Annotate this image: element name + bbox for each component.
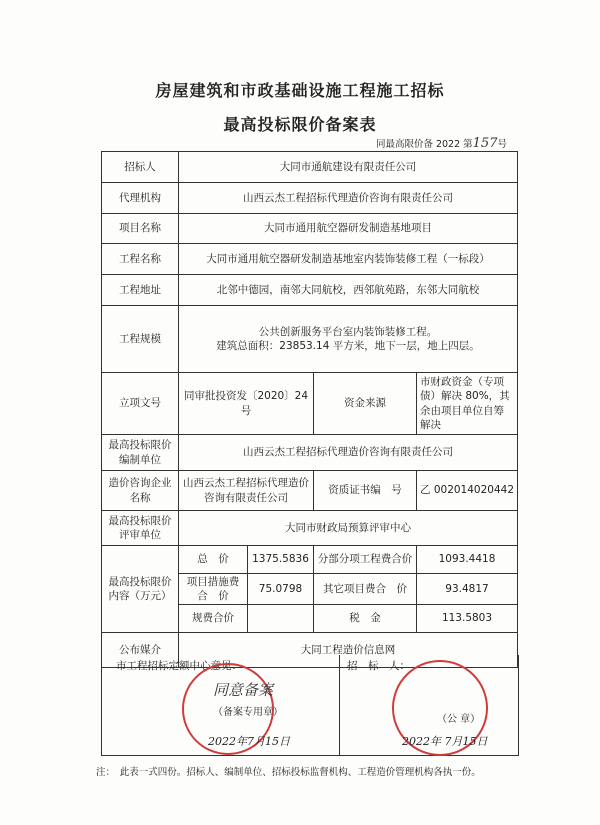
tenderer-sign-label: 招 标 人： (347, 660, 410, 672)
value-project-name: 大同市通用航空器研发制造基地项目 (179, 214, 518, 244)
value-total: 1375.5836 (248, 546, 314, 574)
row-compiler (102, 435, 518, 471)
right-sign-date: 2022年 7月15日 (402, 735, 488, 748)
row-engineering-name (102, 244, 518, 275)
row-tenderer (102, 152, 518, 183)
document-number (376, 136, 507, 151)
value-scale (179, 306, 518, 373)
filing-table (101, 151, 518, 668)
label-consulting: 造价咨询企业名称 (102, 471, 179, 511)
label-price-content: 最高投标限价内容（万元） (102, 546, 179, 633)
label-compiler: 最高投标限价编制单位 (102, 435, 179, 471)
value-tenderer: 大同市通航建设有限责任公司 (179, 152, 518, 183)
value-measures: 75.0798 (248, 574, 314, 605)
row-scale (102, 306, 518, 373)
document-number-suffix: 号 (497, 139, 507, 150)
row-approval (102, 373, 518, 435)
label-engineering-name: 工程名称 (102, 244, 179, 275)
value-engineering-name: 大同市通用航空器研发制造基地室内装饰装修工程（一标段） (179, 244, 518, 275)
filing-seal-note: （备案专用章） (213, 707, 283, 718)
label-project-name: 项目名称 (102, 214, 179, 244)
label-review: 最高投标限价评审单位 (102, 511, 179, 546)
footnote: 注： 此表一式四份。招标人、编制单位、招标投标监督机构、工程造价管理机构各执一份。 (96, 767, 481, 778)
value-scale-line-1: 公共创新服务平台室内装饰装修工程。 (258, 325, 438, 338)
value-sub: 1093.4418 (417, 546, 518, 574)
value-tax: 113.5803 (417, 605, 518, 633)
signature-section (101, 655, 519, 756)
label-tenderer: 招标人 (102, 152, 179, 183)
label-engineering-address: 工程地址 (102, 275, 179, 306)
value-consulting: 山西云杰工程招标代理造价咨询有限责任公司 (179, 471, 314, 511)
document-number-prefix: 同最高限价备 2022 第 (375, 139, 473, 150)
row-engineering-address (102, 275, 518, 306)
document-number-value: 157 (472, 136, 498, 151)
left-sign-date: 2022年7月15日 (208, 735, 290, 748)
value-engineering-address: 北邻中德园，南邻大同航校，西邻航苑路，东邻大同航校 (179, 275, 518, 306)
label-other: 其它项目费合 价 (314, 574, 417, 605)
value-scale-line-2: 建筑总面积：23853.14 平方米，地下一层，地上四层。 (216, 340, 480, 352)
company-seal-note: （公 章） (437, 714, 481, 725)
title-line-1: 房屋建筑和市政基础设施工程施工招标 (155, 81, 445, 100)
row-review (102, 511, 518, 546)
value-other: 93.4817 (417, 574, 518, 605)
label-total: 总 价 (179, 546, 248, 574)
title-line-2: 最高投标限价备案表 (223, 115, 377, 134)
value-compiler: 山西云杰工程招标代理造价咨询有限责任公司 (179, 435, 518, 471)
label-scale: 工程规模 (102, 306, 179, 373)
row-consulting (102, 471, 518, 511)
label-agency: 代理机构 (102, 183, 179, 214)
value-approval: 同审批投资发〔2020〕24 号 (179, 373, 314, 435)
label-approval: 立项文号 (102, 373, 179, 435)
approval-handwritten-stamp: 同意备案 (213, 681, 274, 699)
signature-divider (339, 655, 340, 755)
label-cert: 资质证书编 号 (314, 471, 417, 511)
label-tax: 税 金 (314, 605, 417, 633)
row-agency (102, 183, 518, 214)
value-media: 大同工程造价信息网 (179, 633, 518, 668)
value-fees (248, 605, 314, 633)
value-agency: 山西云杰工程招标代理造价咨询有限责任公司 (179, 183, 518, 214)
label-fees: 规费合价 (179, 605, 248, 633)
value-fund-source: 市财政资金（专项债）解决 80%，其余由项目单位自筹解决 (417, 373, 518, 435)
value-review: 大同市财政局预算评审中心 (179, 511, 518, 546)
label-fund-source: 资金来源 (314, 373, 417, 435)
label-sub: 分部分项工程费合价 (314, 546, 417, 574)
label-media: 公布媒介 (102, 633, 179, 668)
value-cert: 乙 002014020442 (417, 471, 518, 511)
center-opinion-label: 市工程招标定额中心意见： (116, 660, 242, 672)
label-measures: 项目措施费合 价 (179, 574, 248, 605)
row-price-1 (102, 546, 518, 574)
row-project-name (102, 214, 518, 244)
